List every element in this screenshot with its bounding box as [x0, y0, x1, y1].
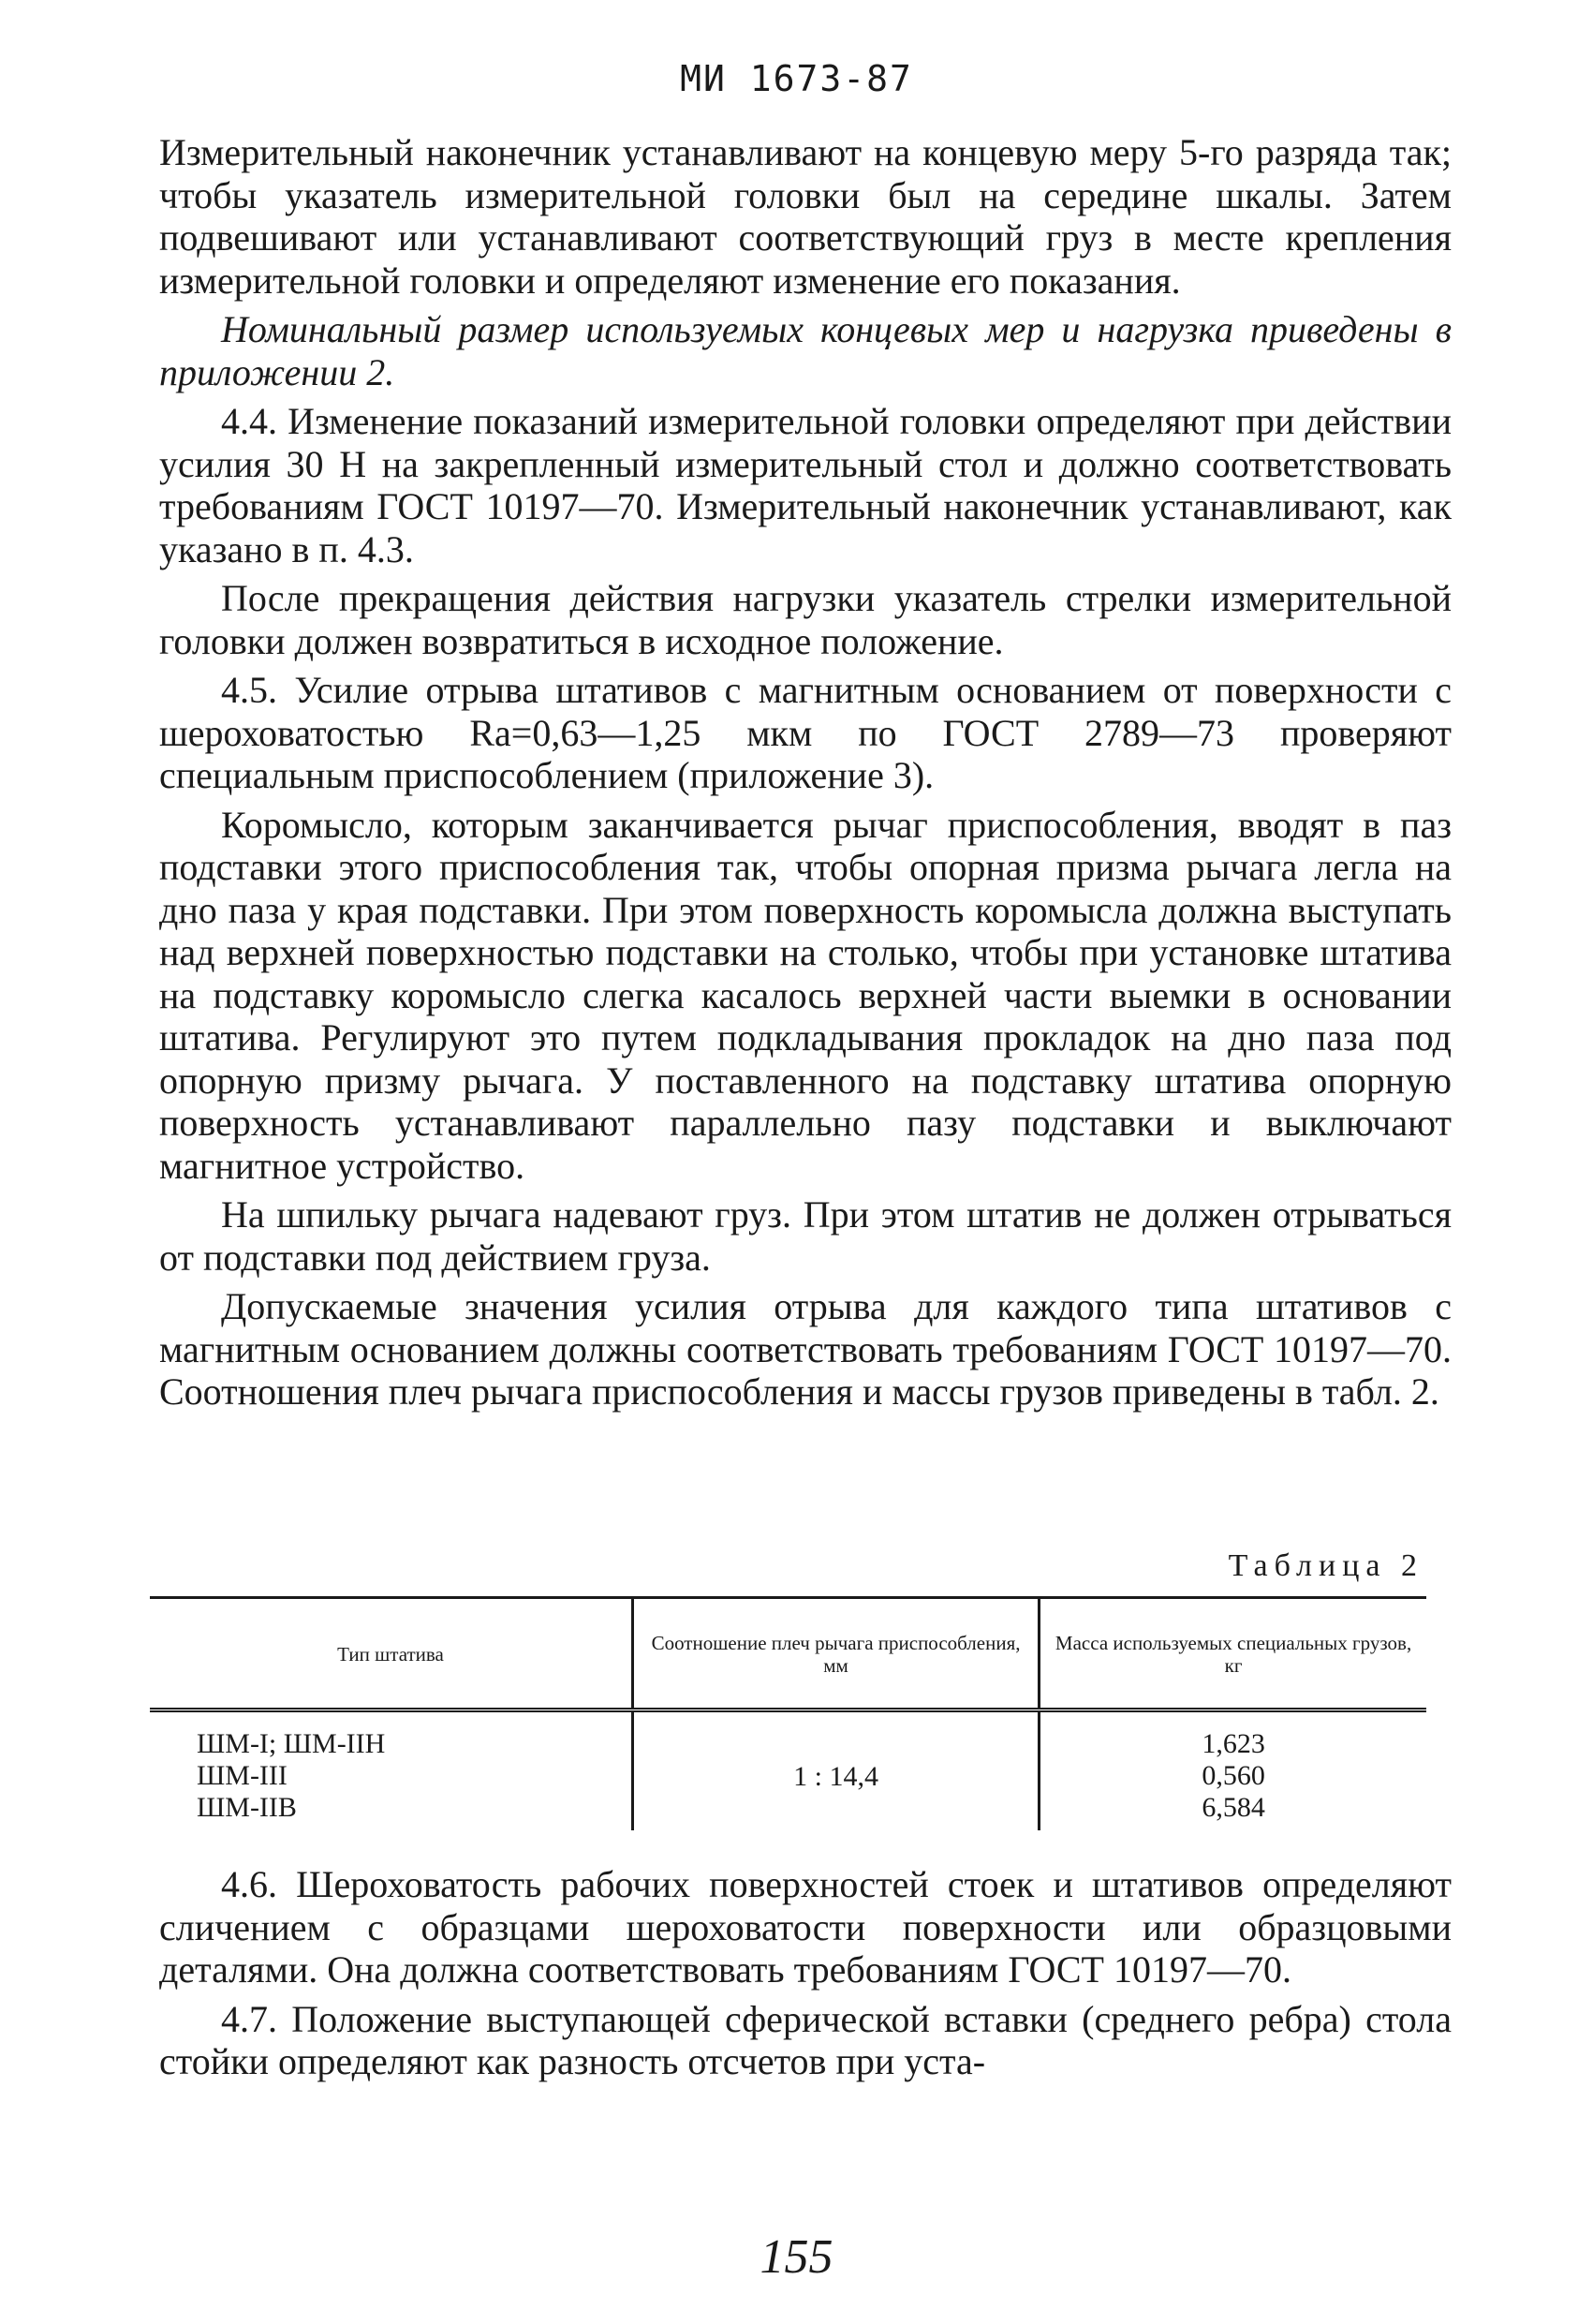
mass-item: 1,623 — [1202, 1728, 1265, 1759]
paragraph: 4.6. Шероховатость рабочих поверхностей стоек и штативов определяют сличением с образцами шероховатости поверхности или образцовыми деталями. Она должна соответствовать требованиям ГОСТ 10197—70. — [159, 1863, 1452, 1991]
table-header-cell: Масса используемых специальных грузов, кг — [1040, 1598, 1426, 1710]
type-item: ШМ-IIВ — [197, 1792, 297, 1823]
mass-item: 0,560 — [1202, 1760, 1265, 1791]
type-item: ШМ-I; ШМ-IIН — [197, 1728, 386, 1759]
paragraph: Номинальный размер используемых концевых мер и нагрузка приведены в приложении 2. — [159, 308, 1452, 393]
paragraph: Коромысло, которым заканчивается рычаг приспособления, вводят в паз подставки этого приспособления так, чтобы опорная призма рычага легла на дно паза у края подставки. При этом поверхность коромысла должна выступать над верхней поверхностью подставки на столько, чтобы при установке штатива на подставку коромысло слегка касалось верхней части выемки в основании штатива. Регулируют это путем подкладывания прокладок на дно паза под опорную призму рычага. У поставленного на подставку штатива опорную поверхность устанавливают параллельно пазу подставки и выключают магнитное устройство. — [159, 803, 1452, 1187]
table-header-row — [150, 1598, 1426, 1710]
table-header-cell: Соотношение плеч рычага приспособления, мм — [632, 1598, 1039, 1710]
body-text — [159, 131, 1452, 1420]
paragraph: На шпильку рычага надевают груз. При этом штатив не должен отрываться от подставки под действием груза. — [159, 1193, 1452, 1279]
type-item: ШМ-III — [197, 1760, 288, 1791]
paragraph: 4.4. Изменение показаний измерительной головки определяют при действии усилия 30 Н на закрепленный измерительный стол и должно соответствовать требованиям ГОСТ 10197—70. Измерительный наконечник устанавливают, как указано в п. 4.3. — [159, 400, 1452, 570]
document-header: МИ 1673-87 — [680, 58, 913, 99]
data-table — [150, 1596, 1426, 1830]
paragraph: После прекращения действия нагрузки указатель стрелки измерительной головки должен возвратиться в исходное положение. — [159, 577, 1452, 662]
paragraph: 4.7. Положение выступающей сферической вставки (среднего ребра) стола стойки определяют как разность отсчетов при уста- — [159, 1997, 1452, 2082]
mass-item: 6,584 — [1202, 1792, 1265, 1823]
table-cell-ratio: 1 : 14,4 — [632, 1710, 1039, 1831]
paragraph: Допускаемые значения усилия отрыва для каждого типа штативов с магнитным основанием должны соответствовать требованиям ГОСТ 10197—70. Соотношения плеч рычага приспособления и массы грузов приведены в табл. 2. — [159, 1285, 1452, 1413]
table-cell-masses — [1040, 1710, 1426, 1831]
page-number: 155 — [760, 2230, 833, 2284]
table-row — [150, 1710, 1426, 1831]
paragraph: 4.5. Усилие отрыва штативов с магнитным основанием от поверхности с шероховатостью Ra=0,63—1,25 мкм по ГОСТ 2789—73 проверяют специальным приспособлением (приложение 3). — [159, 669, 1452, 796]
table-cell-types — [150, 1710, 632, 1831]
paragraph: Измерительный наконечник устанавливают на концевую меру 5-го разряда так; чтобы указатель измерительной головки был на середине шкалы. Затем подвешивают или устанавливают соответствующий груз в месте крепления измерительной головки и определяют изменение его показания. — [159, 131, 1452, 302]
body-text-continued — [159, 1863, 1452, 2090]
table-caption: Таблица 2 — [1228, 1548, 1423, 1583]
table-header-cell: Тип штатива — [150, 1598, 632, 1710]
